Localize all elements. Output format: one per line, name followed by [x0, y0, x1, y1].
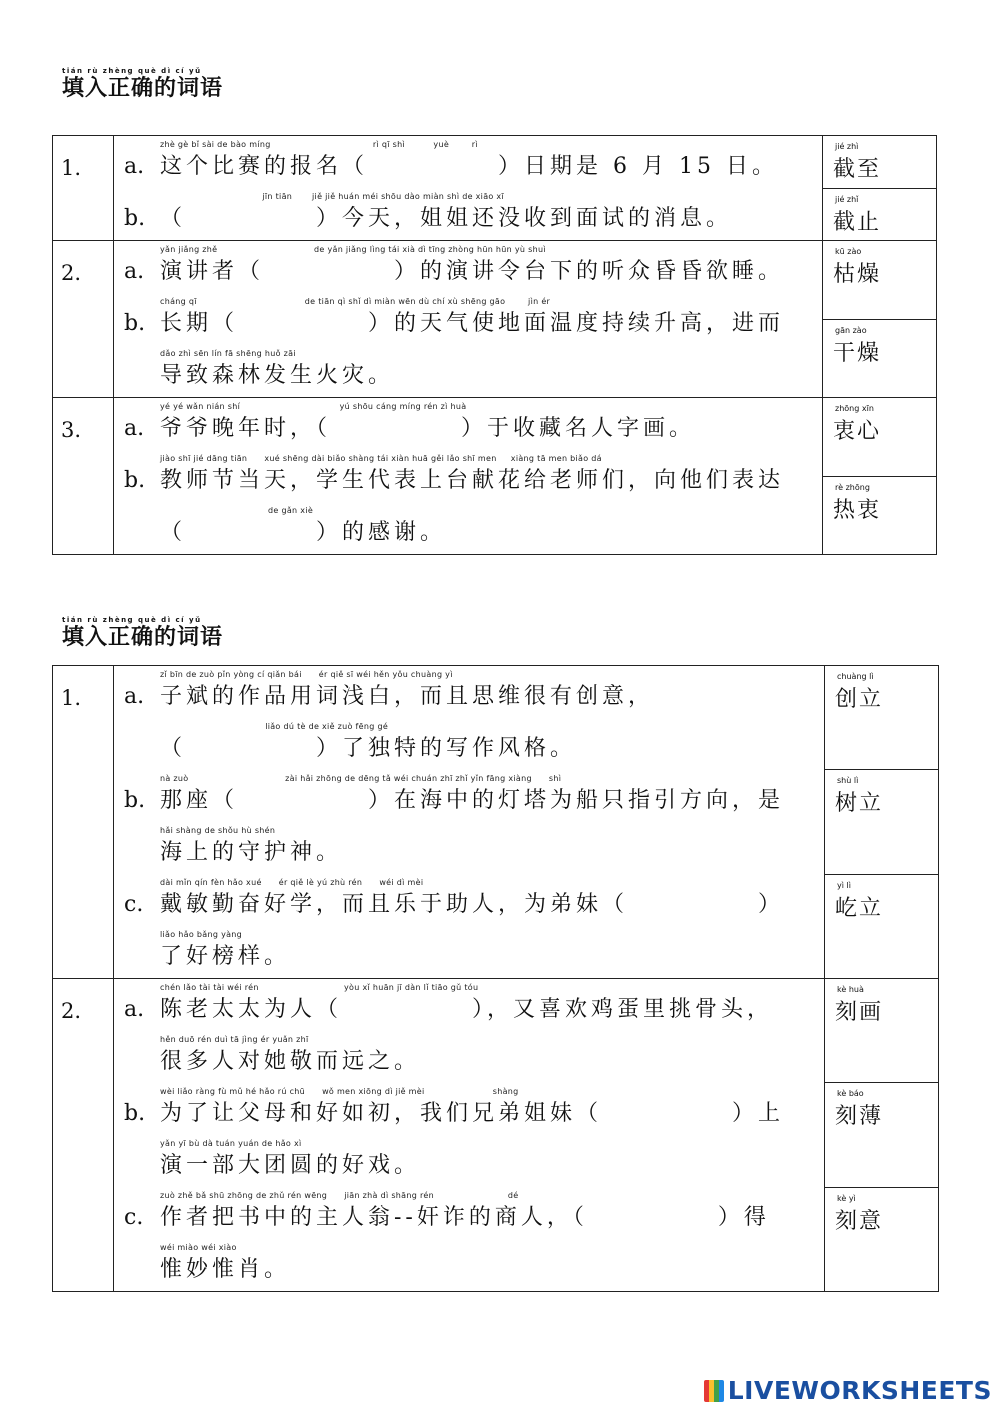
pinyin-line: zǐ bīn de zuò pǐn yòng cí qiǎn bái ér qiě sī wéi hěn yǒu chuàng yì	[160, 670, 453, 679]
pinyin-line: liǎo hǎo bǎng yàng	[160, 930, 243, 939]
sentence-continuation: 子斌的作品用词浅白，而且思维很有创意，	[160, 684, 655, 709]
word-choice	[823, 398, 936, 476]
sentence-text	[124, 1151, 420, 1181]
question-number-cell	[53, 136, 114, 241]
question-row	[53, 241, 937, 398]
item-label: b.	[124, 468, 146, 493]
word-choice	[823, 241, 936, 319]
title-pinyin: tián rù zhèng què dì cí yǔ	[62, 67, 202, 75]
pinyin-line: wèi liǎo ràng fù mǔ hé hǎo rú chū wǒ men xiōng dì jiě mèi shàng	[160, 1087, 519, 1096]
sentence-continuation: 教师节当天，学生代表上台献花给老师们，向他们表达	[160, 468, 785, 493]
text-before-blank: 作者把书中的主人翁--奸诈的商人，（	[160, 1205, 588, 1230]
word-text: 枯燥	[833, 262, 882, 287]
word-text: 衷心	[833, 419, 882, 444]
sentence-line	[114, 450, 822, 502]
sentence-text	[124, 257, 784, 287]
question-number: 3.	[61, 418, 82, 442]
sentence-text	[124, 995, 773, 1025]
question-row	[53, 979, 939, 1292]
pinyin-line: cháng qī de tiān qì shǐ dì miàn wēn dù chí xù shēng gāo jìn ér	[160, 297, 551, 306]
word-choice	[823, 476, 936, 554]
word-text: 截止	[833, 209, 882, 235]
sentence-text	[124, 361, 394, 391]
question-number: 1.	[61, 686, 82, 710]
word-choices	[825, 666, 938, 978]
question-number-cell	[53, 398, 114, 555]
sentence-text	[124, 152, 778, 182]
sentence-line	[114, 1135, 824, 1187]
pinyin-line: yǎn jiǎng zhě de yǎn jiǎng lìng tái xià dì tīng zhòng hūn hūn yù shuì	[160, 245, 546, 254]
text-after-blank: ）于收藏名人字画。	[461, 416, 696, 441]
section-1-title	[62, 66, 223, 102]
word-text: 刻薄	[835, 1104, 884, 1130]
sentence-line	[114, 926, 824, 978]
title-text: 填入正确的词语	[62, 625, 224, 650]
word-text: 热衷	[833, 497, 882, 523]
worksheet-table-1	[52, 135, 937, 555]
item-label: c.	[124, 892, 144, 917]
word-choices-cell	[825, 979, 939, 1292]
question-number-cell	[53, 241, 114, 398]
sentence-line	[114, 822, 824, 874]
pinyin-line: liǎo dú tè de xiě zuò fēng gé	[160, 722, 389, 731]
sentence-line	[114, 345, 822, 397]
word-pinyin: yì lì	[837, 880, 851, 890]
text-before-blank: 演讲者（	[160, 259, 265, 284]
word-choices	[823, 398, 936, 554]
sentence-continuation: 导致森林发生火灾。	[160, 363, 395, 388]
text-after-blank: ）	[758, 892, 785, 917]
pinyin-line: dǎo zhì sēn lín fā shēng huǒ zāi	[160, 349, 296, 358]
pinyin-line: hěn duō rén duì tā jìng ér yuǎn zhī	[160, 1035, 309, 1044]
question-number-cell	[53, 666, 114, 979]
sentence-continuation: 很多人对她敬而远之。	[160, 1049, 421, 1074]
text-after-blank: ）今天，姐姐还没收到面试的消息。	[316, 206, 733, 231]
question-cell	[114, 979, 825, 1292]
sentence-line	[114, 1239, 824, 1291]
sentence-text	[124, 786, 784, 816]
brand-text: LIVEWORKSHEETS	[727, 1376, 992, 1405]
text-after-blank: ）得	[717, 1205, 770, 1230]
pinyin-line: jiào shī jié dāng tiān xué shēng dài biǎo shàng tái xiàn huā gěi lǎo shī men xiàng tā men biǎo dá	[160, 454, 602, 463]
pinyin-line: nà zuò zài hǎi zhōng de dēng tǎ wéi chuán zhī zhǐ yǐn fāng xiàng shì	[160, 774, 562, 783]
question-cell	[114, 666, 825, 979]
word-choice	[825, 1187, 938, 1291]
pinyin-line: hǎi shàng de shǒu hù shén	[160, 826, 276, 835]
text-before-blank: 爷爷晚年时，（	[160, 416, 332, 441]
sentence-text	[124, 466, 784, 496]
item-label: b.	[124, 788, 146, 813]
word-text: 刻画	[835, 1000, 884, 1025]
sentence-line	[114, 770, 824, 822]
section-2-title	[62, 615, 223, 651]
text-after-blank: ）在海中的灯塔为船只指引方向，是	[368, 788, 785, 813]
pinyin-line: jīn tiān jiě jiě huán méi shōu dào miàn shì de xiāo xī	[160, 192, 504, 201]
sentence-line	[114, 136, 822, 188]
word-choice	[823, 188, 936, 240]
worksheet-table-2	[52, 665, 939, 1292]
text-after-blank: ）上	[732, 1101, 785, 1126]
question-number: 2.	[61, 261, 82, 285]
pinyin-line: zhè gè bǐ sài de bào míng rì qī shì yuè rì	[160, 140, 478, 149]
text-before-blank: 陈老太太为人（	[160, 997, 343, 1022]
sentence-text	[124, 204, 732, 234]
sentence-text	[124, 414, 695, 444]
logo-icon	[704, 1380, 724, 1402]
word-choice	[823, 319, 936, 397]
question-number-cell	[53, 979, 114, 1292]
text-after-blank: ）日期是 6 月 15 日。	[498, 154, 778, 179]
text-before-blank: 长期（	[160, 311, 239, 336]
sentence-line	[114, 1083, 824, 1135]
word-choices	[823, 136, 936, 240]
question-number: 2.	[61, 999, 82, 1023]
item-label: a.	[124, 997, 145, 1022]
sentence-line	[114, 502, 822, 554]
text-before-blank: 那座（	[160, 788, 239, 813]
word-pinyin: rè zhōng	[835, 482, 870, 492]
word-pinyin: kè yì	[837, 1193, 856, 1203]
word-pinyin: gān zào	[835, 325, 867, 335]
title-text: 填入正确的词语	[62, 76, 224, 101]
text-before-blank: （	[160, 206, 187, 231]
word-text: 刻意	[835, 1208, 884, 1234]
word-pinyin: jié zhì	[835, 142, 859, 151]
question-cell	[114, 398, 823, 555]
question-row	[53, 666, 939, 979]
sentence-line	[114, 874, 824, 926]
sentence-line	[114, 979, 824, 1031]
text-after-blank: ），又喜欢鸡蛋里挑骨头，	[472, 997, 774, 1022]
sentence-line	[114, 293, 822, 345]
word-choices-cell	[825, 666, 939, 979]
word-choice	[825, 770, 938, 874]
title-pinyin: tián rù zhèng què dì cí yǔ	[62, 616, 202, 624]
sentence-line	[114, 1187, 824, 1239]
word-pinyin: shù lì	[837, 776, 859, 786]
text-before-blank: 这个比赛的报名（	[160, 154, 369, 179]
question-row	[53, 136, 937, 241]
pinyin-line: zuò zhě bǎ shū zhōng de zhǔ rén wēng jiān zhà dì shāng rén dé	[160, 1191, 519, 1200]
question-number: 1.	[61, 156, 82, 180]
word-choice	[825, 874, 938, 978]
item-label: a.	[124, 154, 145, 179]
word-choices-cell	[823, 398, 937, 555]
word-choice	[825, 1083, 938, 1187]
item-label: c.	[124, 1205, 144, 1230]
sentence-line	[114, 666, 824, 718]
word-text: 树立	[835, 791, 884, 817]
text-before-blank: 为了让父母和好如初，我们兄弟姐妹（	[160, 1101, 603, 1126]
sentence-line	[114, 718, 824, 770]
sentence-line	[114, 188, 822, 240]
text-before-blank: 戴敏勤奋好学，而且乐于助人，为弟妹（	[160, 892, 629, 917]
sentence-line	[114, 1031, 824, 1083]
word-text: 屹立	[835, 895, 884, 921]
word-pinyin: chuàng lì	[837, 672, 874, 681]
sentence-continuation: 惟妙惟肖。	[160, 1257, 291, 1282]
sentence-text	[124, 1047, 420, 1077]
word-pinyin: kè báo	[837, 1089, 864, 1099]
text-after-blank: ）了独特的写作风格。	[316, 736, 577, 761]
word-text: 截至	[833, 157, 882, 182]
word-pinyin: jié zhǐ	[835, 194, 859, 204]
text-after-blank: ）的天气使地面温度持续升高，进而	[368, 311, 785, 336]
text-after-blank: ）的演讲令台下的听众昏昏欲睡。	[394, 259, 785, 284]
sentence-text	[124, 518, 446, 548]
sentence-text	[124, 682, 654, 712]
word-pinyin: kū zào	[835, 247, 862, 256]
sentence-text	[124, 1099, 784, 1129]
sentence-text	[124, 1255, 290, 1285]
sentence-text	[124, 734, 576, 764]
item-label: b.	[124, 311, 146, 336]
text-before-blank: （	[160, 520, 187, 545]
pinyin-line: yǎn yī bù dà tuán yuán de hǎo xì	[160, 1139, 302, 1148]
word-text: 干燥	[833, 340, 882, 366]
sentence-text	[124, 890, 784, 920]
sentence-continuation: 演一部大团圆的好戏。	[160, 1153, 421, 1178]
word-pinyin: zhōng xīn	[835, 404, 874, 413]
item-label: a.	[124, 684, 145, 709]
word-choice	[823, 136, 936, 188]
word-choice	[825, 979, 938, 1083]
sentence-line	[114, 398, 822, 450]
pinyin-line: de gǎn xiè	[160, 506, 314, 515]
word-choices	[823, 241, 936, 397]
question-cell	[114, 136, 823, 241]
sentence-line	[114, 241, 822, 293]
sentence-text	[124, 309, 784, 339]
pinyin-line: chén lǎo tài tài wéi rén yòu xǐ huān jī dàn lǐ tiāo gǔ tóu	[160, 983, 479, 992]
word-text: 创立	[835, 687, 884, 712]
word-choices-cell	[823, 241, 937, 398]
word-pinyin: kè huà	[837, 985, 864, 994]
pinyin-line: yé yé wǎn nián shí yú shōu cáng míng rén zì huà	[160, 402, 467, 411]
item-label: b.	[124, 206, 146, 231]
sentence-continuation: 海上的守护神。	[160, 840, 343, 865]
word-choice	[825, 666, 938, 770]
question-cell	[114, 241, 823, 398]
sentence-continuation: 了好榜样。	[160, 944, 291, 969]
pinyin-line: dài mǐn qín fèn hǎo xué ér qiě lè yú zhù rén wéi dì mèi	[160, 878, 424, 887]
liveworksheets-logo	[704, 1376, 992, 1405]
word-choices-cell	[823, 136, 937, 241]
sentence-text	[124, 942, 290, 972]
pinyin-line: wéi miào wéi xiào	[160, 1243, 237, 1252]
item-label: b.	[124, 1101, 146, 1126]
text-before-blank: （	[160, 736, 187, 761]
sentence-text	[124, 838, 342, 868]
item-label: a.	[124, 259, 145, 284]
sentence-text	[124, 1203, 770, 1233]
question-row	[53, 398, 937, 555]
item-label: a.	[124, 416, 145, 441]
word-choices	[825, 979, 938, 1291]
text-after-blank: ）的感谢。	[316, 520, 447, 545]
